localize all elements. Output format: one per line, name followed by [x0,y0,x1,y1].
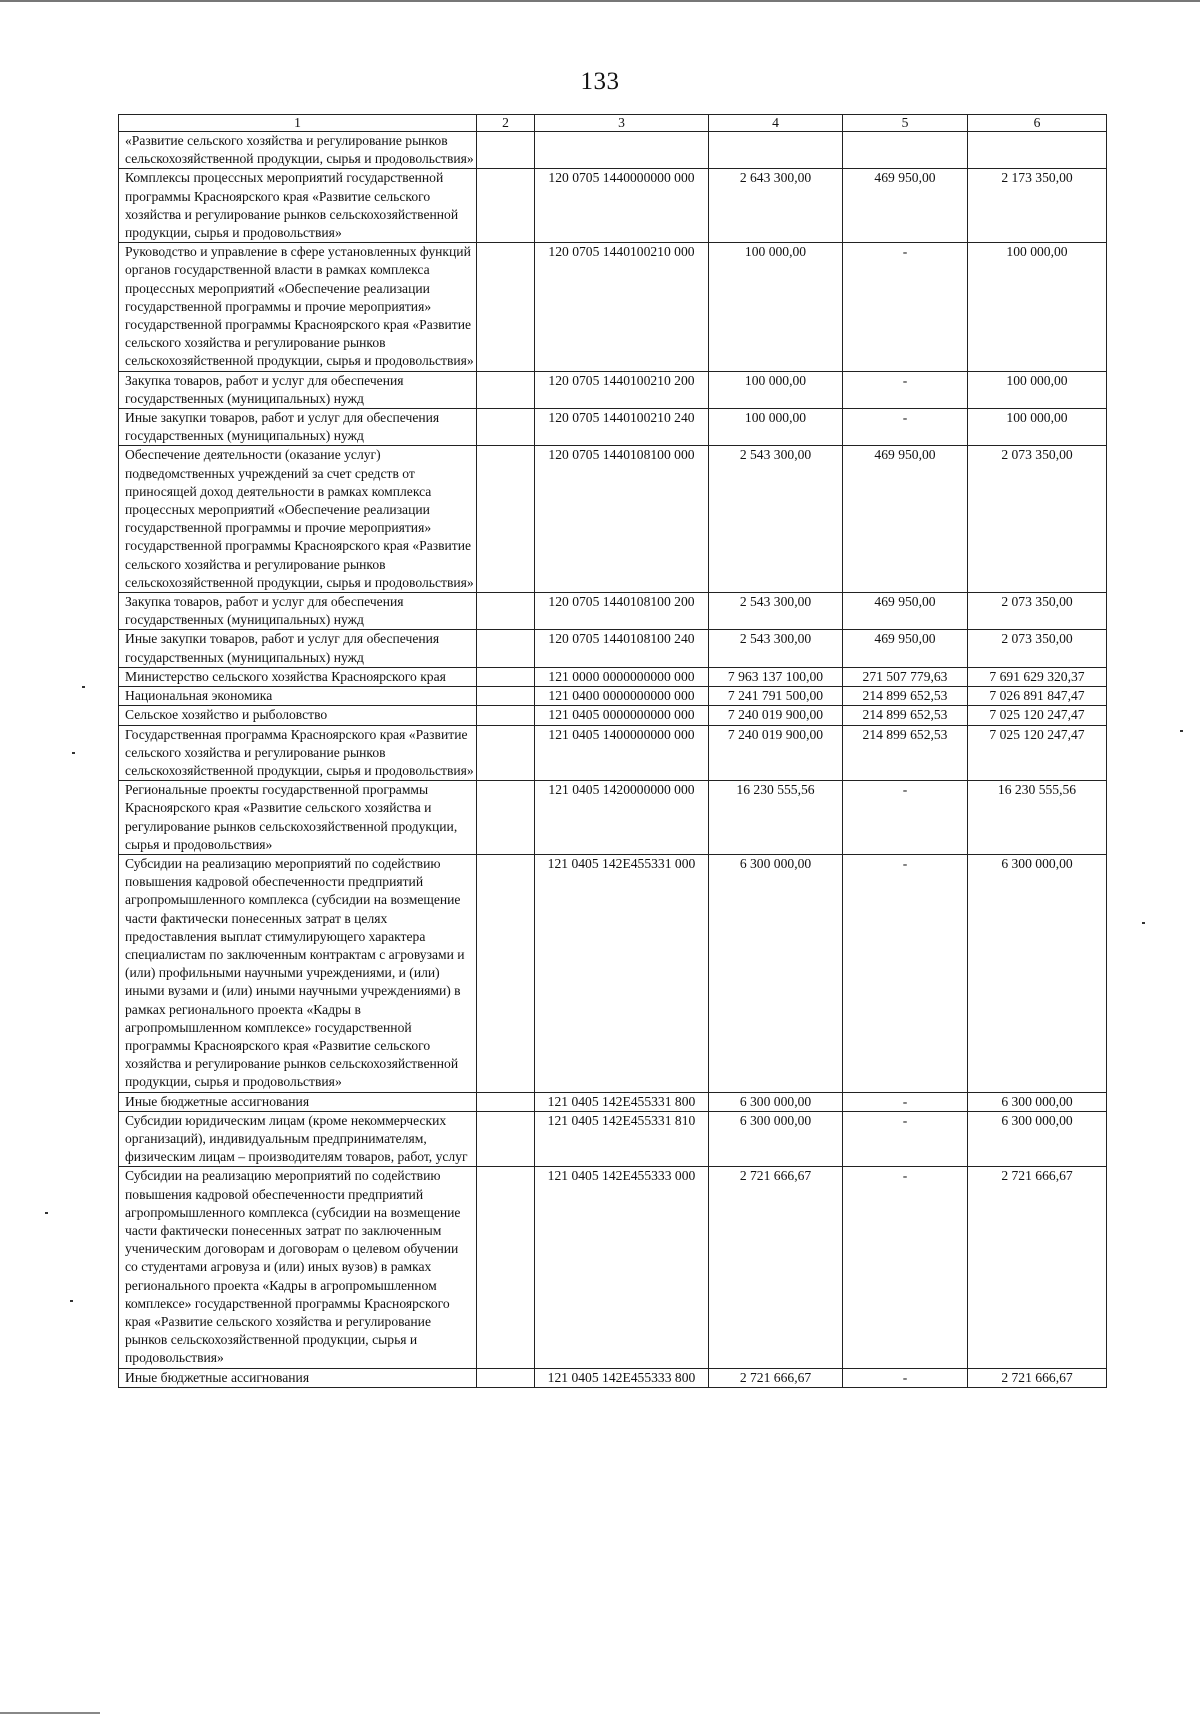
cell-code [535,132,709,169]
table-row [119,243,1107,371]
cell-code: 120 0705 1440100210 200 [535,371,709,408]
cell-value-5: - [843,1111,968,1167]
cell-name: Иные закупки товаров, работ и услуг для обеспечения государственных (муниципальных) нужд [119,409,477,446]
table-row [119,593,1107,630]
cell-code: 120 0705 1440100210 240 [535,409,709,446]
cell-value-5: - [843,854,968,1092]
cell-code: 121 0405 1420000000 000 [535,781,709,855]
cell-col2 [477,243,535,371]
cell-col2 [477,1368,535,1387]
table-row [119,371,1107,408]
cell-name: Комплексы процессных мероприятий государственной программы Красноярского края «Развитие сельского хозяйства и регулирование рынков сельскохозяйственной продукции, сырья и продовольствия» [119,169,477,243]
cell-value-6: 100 000,00 [968,243,1107,371]
cell-value-4: 100 000,00 [709,243,843,371]
cell-col2 [477,1167,535,1368]
cell-col2 [477,706,535,725]
cell-value-5: 214 899 652,53 [843,725,968,781]
cell-col2 [477,371,535,408]
cell-value-6: 7 025 120 247,47 [968,706,1107,725]
cell-value-5: 469 950,00 [843,630,968,667]
cell-value-6: 16 230 555,56 [968,781,1107,855]
cell-code: 120 0705 1440108100 240 [535,630,709,667]
cell-code: 120 0705 1440000000 000 [535,169,709,243]
cell-col2 [477,446,535,593]
scan-edge-bottom [0,1712,100,1714]
cell-col2 [477,687,535,706]
cell-code: 120 0705 1440108100 000 [535,446,709,593]
cell-value-4: 2 543 300,00 [709,630,843,667]
header-col-2: 2 [477,115,535,132]
cell-value-5: - [843,1167,968,1368]
header-col-6: 6 [968,115,1107,132]
cell-code: 120 0705 1440108100 200 [535,593,709,630]
cell-value-5: - [843,1368,968,1387]
cell-value-6: 2 073 350,00 [968,446,1107,593]
budget-table [118,114,1107,1388]
scan-speck [82,686,85,688]
cell-value-4: 7 240 019 900,00 [709,725,843,781]
cell-name: Обеспечение деятельности (оказание услуг) подведомственных учреждений за счет средств от приносящей доход деятельности в рамках комплекса процессных мероприятий «Обеспечение реализации государственной программы и прочие мероприятия» государственной программы Красноярского края «Развитие сельского хозяйства и регулирование рынков сельскохозяйственной продукции, сырья и продовольствия» [119,446,477,593]
cell-code: 121 0400 0000000000 000 [535,687,709,706]
cell-value-6: 6 300 000,00 [968,1092,1107,1111]
cell-name: Национальная экономика [119,687,477,706]
table-row [119,687,1107,706]
cell-value-5: 214 899 652,53 [843,687,968,706]
cell-value-4: 2 543 300,00 [709,446,843,593]
cell-col2 [477,1111,535,1167]
cell-col2 [477,169,535,243]
cell-value-5: 469 950,00 [843,446,968,593]
cell-name: Руководство и управление в сфере установленных функций органов государственной власти в рамках комплекса процессных мероприятий «Обеспечение реализации государственной программы и прочие мероприятия» государственной программы Красноярского края «Развитие сельского хозяйства и регулирование рынков сельскохозяйственной продукции, сырья и продовольствия» [119,243,477,371]
cell-value-4: 6 300 000,00 [709,1092,843,1111]
cell-name: Закупка товаров, работ и услуг для обеспечения государственных (муниципальных) нужд [119,593,477,630]
cell-value-6: 2 721 666,67 [968,1167,1107,1368]
cell-value-5: - [843,409,968,446]
cell-name: «Развитие сельского хозяйства и регулирование рынков сельскохозяйственной продукции, сырья и продовольствия» [119,132,477,169]
cell-value-5: 469 950,00 [843,169,968,243]
cell-col2 [477,132,535,169]
cell-value-4: 16 230 555,56 [709,781,843,855]
cell-value-6: 6 300 000,00 [968,854,1107,1092]
cell-value-5: 469 950,00 [843,593,968,630]
cell-code: 120 0705 1440100210 000 [535,243,709,371]
table-row [119,132,1107,169]
cell-value-6: 6 300 000,00 [968,1111,1107,1167]
scan-edge-top [0,0,1200,2]
table-header-row [119,115,1107,132]
cell-value-6: 2 073 350,00 [968,630,1107,667]
cell-name: Закупка товаров, работ и услуг для обеспечения государственных (муниципальных) нужд [119,371,477,408]
table-row [119,1092,1107,1111]
table-row [119,706,1107,725]
table-row [119,169,1107,243]
cell-value-4: 100 000,00 [709,409,843,446]
table-row [119,446,1107,593]
cell-col2 [477,1092,535,1111]
cell-name: Иные бюджетные ассигнования [119,1092,477,1111]
cell-col2 [477,781,535,855]
table-body [119,132,1107,1388]
cell-code: 121 0405 0000000000 000 [535,706,709,725]
cell-value-6: 7 026 891 847,47 [968,687,1107,706]
cell-name: Региональные проекты государственной программы Красноярского края «Развитие сельского хозяйства и регулирование рынков сельскохозяйственной продукции, сырья и продовольствия» [119,781,477,855]
cell-value-4: 2 721 666,67 [709,1368,843,1387]
scan-speck [1142,922,1145,924]
scan-speck [70,1300,73,1302]
cell-col2 [477,409,535,446]
cell-name: Субсидии на реализацию мероприятий по содействию повышения кадровой обеспеченности предприятий агропромышленного комплекса (субсидии на возмещение части фактически понесенных затрат в целях предоставления выплат стимулирующего характера специалистам по заключенным контрактам с агровузами и (или) профильными научными учреждениями, и (или) иными вузами и (или) иными научными учреждениями) в рамках регионального проекта «Кадры в агропромышленном комплексе» государственной программы Красноярского края «Развитие сельского хозяйства и регулирование рынков сельскохозяйственной продукции, сырья и продовольствия» [119,854,477,1092]
cell-col2 [477,854,535,1092]
scan-speck [72,752,75,754]
cell-value-6: 7 691 629 320,37 [968,667,1107,686]
cell-value-6: 2 721 666,67 [968,1368,1107,1387]
cell-col2 [477,630,535,667]
table-row [119,1167,1107,1368]
cell-code: 121 0405 142E455333 000 [535,1167,709,1368]
cell-value-5: - [843,371,968,408]
cell-code: 121 0000 0000000000 000 [535,667,709,686]
cell-code: 121 0405 142E455331 000 [535,854,709,1092]
cell-value-5: - [843,781,968,855]
cell-col2 [477,593,535,630]
cell-value-4: 6 300 000,00 [709,854,843,1092]
cell-value-4: 2 543 300,00 [709,593,843,630]
cell-value-6: 7 025 120 247,47 [968,725,1107,781]
cell-col2 [477,725,535,781]
cell-code: 121 0405 1400000000 000 [535,725,709,781]
cell-value-6: 2 173 350,00 [968,169,1107,243]
cell-value-4: 2 721 666,67 [709,1167,843,1368]
cell-value-6 [968,132,1107,169]
cell-value-4: 6 300 000,00 [709,1111,843,1167]
header-col-5: 5 [843,115,968,132]
cell-name: Сельское хозяйство и рыболовство [119,706,477,725]
cell-value-5: 214 899 652,53 [843,706,968,725]
cell-value-6: 100 000,00 [968,371,1107,408]
header-col-4: 4 [709,115,843,132]
cell-value-4: 7 241 791 500,00 [709,687,843,706]
cell-value-4: 7 963 137 100,00 [709,667,843,686]
cell-value-4: 100 000,00 [709,371,843,408]
scan-speck [1180,730,1183,732]
cell-value-5: - [843,243,968,371]
table-row [119,1368,1107,1387]
header-col-1: 1 [119,115,477,132]
cell-value-4: 7 240 019 900,00 [709,706,843,725]
cell-code: 121 0405 142E455331 810 [535,1111,709,1167]
cell-value-5 [843,132,968,169]
cell-name: Министерство сельского хозяйства Красноярского края [119,667,477,686]
cell-name: Государственная программа Красноярского края «Развитие сельского хозяйства и регулирование рынков сельскохозяйственной продукции, сырья и продовольствия» [119,725,477,781]
cell-value-6: 100 000,00 [968,409,1107,446]
cell-value-5: - [843,1092,968,1111]
table-row [119,409,1107,446]
table-row [119,1111,1107,1167]
scan-speck [45,1212,48,1214]
cell-name: Субсидии юридическим лицам (кроме некоммерческих организаций), индивидуальным предпринимателям, физическим лицам – производителям товаров, работ, услуг [119,1111,477,1167]
cell-code: 121 0405 142E455331 800 [535,1092,709,1111]
table-row [119,630,1107,667]
cell-value-6: 2 073 350,00 [968,593,1107,630]
cell-value-4: 2 643 300,00 [709,169,843,243]
table-row [119,781,1107,855]
page-number: 133 [580,68,620,95]
cell-name: Субсидии на реализацию мероприятий по содействию повышения кадровой обеспеченности предприятий агропромышленного комплекса (субсидии на возмещение части фактически понесенных затрат по заключенным ученическим договорам и договорам о целевом обучении со студентами агровуза и (или) иных вузов) в рамках регионального проекта «Кадры в агропромышленном комплексе» государственной программы Красноярского края «Развитие сельского хозяйства и регулирование рынков сельскохозяйственной продукции, сырья и продовольствия» [119,1167,477,1368]
table-row [119,667,1107,686]
cell-value-5: 271 507 779,63 [843,667,968,686]
table-row [119,854,1107,1092]
table-row [119,725,1107,781]
cell-name: Иные бюджетные ассигнования [119,1368,477,1387]
cell-value-4 [709,132,843,169]
cell-col2 [477,667,535,686]
cell-code: 121 0405 142E455333 800 [535,1368,709,1387]
cell-name: Иные закупки товаров, работ и услуг для обеспечения государственных (муниципальных) нужд [119,630,477,667]
header-col-3: 3 [535,115,709,132]
